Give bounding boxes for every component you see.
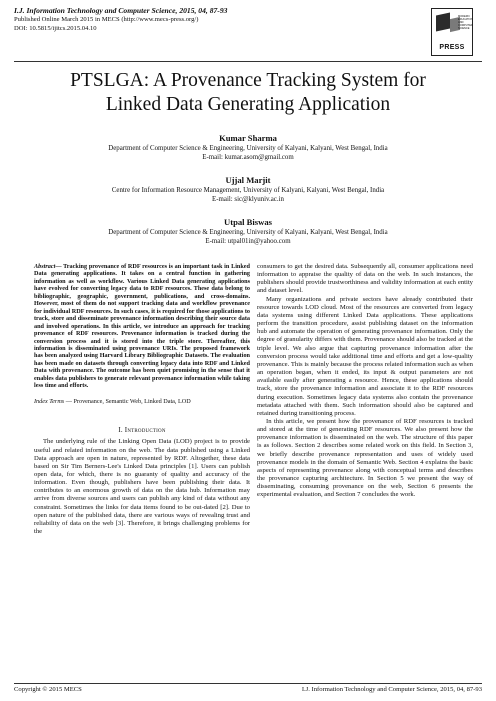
author-affiliation: Department of Computer Science & Engineering, University of Kalyani, Kalyani, West Bengal, India (108, 145, 388, 152)
abstract-label: Abstract (34, 263, 56, 270)
section-heading-introduction: I. Introduction (118, 426, 166, 435)
doi-line: DOI: 10.5815/ijitcs.2015.04.10 (14, 25, 97, 32)
logo-text: MODERN EDUCATION AND COMPUTER SCIENCE (458, 15, 474, 30)
author-affiliation: Centre for Information Resource Management, University of Kalyani, Kalyani, West Bengal, India (111, 187, 385, 194)
author-block-2 (0, 175, 496, 204)
right-column (257, 263, 473, 500)
title-line-1: PTSLGA: A Provenance Tracking System for (70, 70, 426, 91)
intro-paragraph-1-continued: consumers to get the desired data. Subsequently all, consumer applications need information to appraise the quality of data on the web. In such instances, the publishers should provide trustworthiness and validity information at each entity and dataset level. (257, 263, 473, 295)
author-block-1 (0, 133, 496, 162)
publisher-logo (431, 8, 473, 56)
footer-copyright: Copyright © 2015 MECS (14, 686, 82, 693)
title-line-2: Linked Data Generating Application (105, 94, 391, 115)
intro-paragraph-2: Many organizations and private sectors have already contributed their resource towards LOD cloud. Most of the resources are converted from legacy data systems using different Linked Data applications. These applications perform the transition procedure, assist publishing dataset on the information hub and automate the operation of generating provenance information. Only the degree of granularity differs with them. Provenance should also be tracked at the triple level. We also argue that capturing provenance information after the conversion process would take additional time and efforts and get a low-quality provenance. This is mainly because the process related information such as when an operation began, when it ended, its input & output parameters are not available easily after generating a resource. Hence, these applications should track, store the provenance information and associate it to the RDF resources during execution. Sometimes legacy data systems also contain the provenance metadata attached with them. Such information should also be captured and retained during transitioning process. (257, 295, 473, 417)
author-name: Utpal Biswas (224, 217, 272, 227)
author-name: Kumar Sharma (219, 133, 277, 143)
index-terms-text: — Provenance, Semantic Web, Linked Data, LOD (64, 397, 191, 405)
abstract (34, 263, 250, 390)
index-terms-label: Index Terms (34, 397, 65, 405)
author-email: E-mail: sic@klyuniv.ac.in (212, 196, 284, 203)
author-name: Ujjal Marjit (225, 175, 271, 185)
journal-title: I.J. Information Technology and Computer Science, 2015, 04, 87-93 (14, 6, 228, 15)
footer-rule (14, 683, 482, 684)
paper-title (0, 69, 496, 117)
index-terms (34, 398, 250, 406)
author-block-3 (0, 217, 496, 246)
author-affiliation: Department of Computer Science & Engineering, University of Kalyani, Kalyani, West Bengal, India (108, 229, 388, 236)
header-rule (14, 61, 482, 62)
logo-brand: PRESS (439, 44, 465, 51)
abstract-text: — Tracking provenance of RDF resources is an important task in Linked Data generating applications. It takes on a central function in gathering information as well as workflow. Various Linked Data generating applications have evolved for converting legacy data to RDF resources. These data belong to bibliographic, geographic, government, publications, and cross-domains. However, most of them do not support tracking data and workflow provenance for individual RDF resources. In such cases, it is required for those applications to track, store and disseminate provenance information describing their source data and involved operations. In this article, we introduce an approach for tracking provenance of RDF resources. Provenance information is tracked during the conversion process and it is stored into the triple store. Thereafter, this information is disseminated using provenance URIs. The proposed framework has been analyzed using Harvard Library Bibliographic Datasets. The evaluation has been made on datasets through converting legacy data into RDF and Linked Data with provenance. The outcome has been quiet promising in the sense that it enables data publishers to generate relevant provenance information while taking less time and efforts. (34, 263, 250, 390)
left-column (34, 263, 250, 536)
intro-paragraph-3: In this article, we present how the provenance of RDF resources is tracked and stored at the time of generating RDF resources. We also present how the provenance information is disseminated on the web. The structure of this paper is as follows. Section 2 describes some related work on this field. In Section 3, we briefly describe provenance representation and uses of widely used provenance models in the domain of Semantic Web. Section 4 explains the basic aspects of representing provenance along with conceptual terms and describes the provenance capturing architecture. In Section 5 we present the way of disseminating, consuming provenance on the web, Section 6 presents the experimental evaluation, and Section 7 concludes the work. (257, 417, 473, 499)
logo-book-icon (436, 13, 450, 32)
footer-journal: I.J. Information Technology and Computer Science, 2015, 04, 87-93 (301, 686, 482, 693)
intro-paragraph-1: The underlying rule of the Linking Open Data (LOD) project is to provide useful and related information on the web. The data published using a Linked Data approach are open in nature, represented by RDF. Altogether, these data based on Sir Tim Berners-Lee's Linked Data principles [1]. Users can publish open data, for which, there is no guaranty of quality and accuracy of the information. Even though, publishers have been publishing their data. It contributes to an enormous growth of data on the data hub. Information may arrive from diverse sources and users can publish any kind of data without any constraint. Sometimes the links for data items found to be out-dated [2]. Due to open nature of the published data, there are various ways of revealing trust and reliability of data on the web [3]. Therefore, it brings challenging problems for the (34, 438, 250, 536)
journal-header (14, 6, 384, 33)
author-email: E-mail: utpal01in@yahoo.com (205, 238, 291, 245)
author-email: E-mail: kumar.asom@gmail.com (202, 154, 294, 161)
published-line: Published Online March 2015 in MECS (http://www.mecs-press.org/) (14, 16, 199, 23)
